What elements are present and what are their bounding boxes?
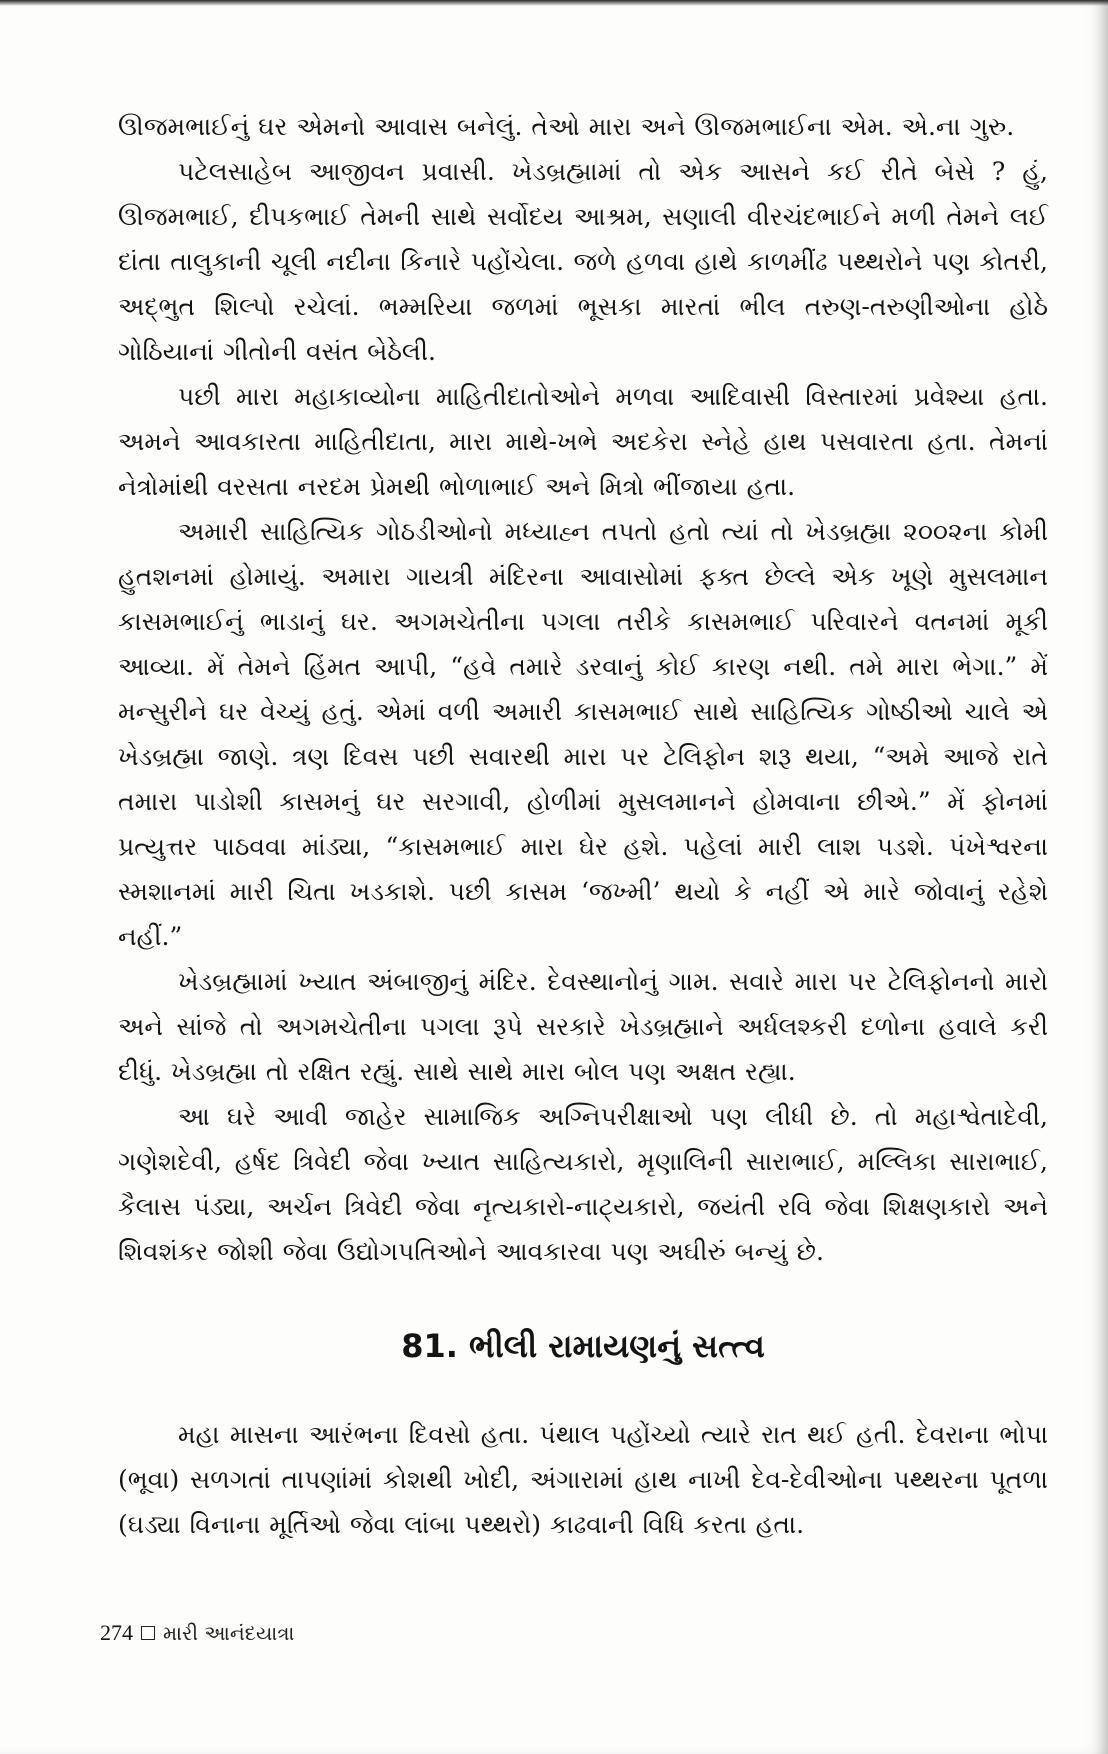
paragraph: પછી મારા મહાકાવ્યોના માહિતીદાતોઓને મળવા આદિવાસી વિસ્તારમાં પ્રવેશ્યા હતા. અમને આવકારતા માહિતીદાતા, મારા માથે-ખભે અદકેરા સ્નેહે હાથ પસવારતા હતા. તેમનાં નેત્રોમાંથી વરસતા નરદમ પ્રેમથી ભોળાભાઈ અને મિત્રો ભીંજાયા હતા.	[118, 382, 1048, 501]
paragraph: અમારી સાહિત્યિક ગોઠડીઓનો મધ્યાહ્ન તપતો હતો ત્યાં તો ખેડબ્રહ્મા ૨૦૦૨ના કોમી હુતશનમાં હોમાયું. અમારા ગાયત્રી મંદિરના આવાસોમાં ફક્ત છેલ્લે એક ખૂણે મુસલમાન કાસમભાઈનું ભાડાનું ઘર. અગમચેતીના પગલા તરીકે કાસમભાઈ પરિવારને વતનમાં મૂકી આવ્યા. મેં તેમને હિંમત આપી, “હવે તમારે ડરવાનું કોઈ કારણ નથી. તમે મારા ભેગા.” મેં મન્સુરીને ઘર વેચ્યું હતું. એમાં વળી અમારી કાસમભાઈ સાથે સાહિત્યિક ગોષ્ઠીઓ ચાલે એ ખેડબ્રહ્મા જાણે. ત્રણ દિવસ પછી સવારથી મારા પર ટેલિફોન શરૂ થયા, “અમે આજે રાતે તમારા પાડોશી કાસમનું ઘર સરગાવી, હોળીમાં મુસલમાનને હોમવાના છીએ.” મેં ફોનમાં પ્રત્યુત્તર પાઠવવા માંડ્યા, “કાસમભાઈ મારા ઘેર હશે. પહેલાં મારી લાશ પડશે. પંખેશ્વરના સ્મશાનમાં મારી ચિતા ખડકાશે. પછી કાસમ ‘જખ્મી’ થયો કે નહીં એ મારે જોવાનું રહેશે નહીં.”	[118, 517, 1048, 951]
page-content	[118, 104, 1048, 1547]
page-footer	[100, 1618, 294, 1648]
book-title: મારી આનંદયાત્રા	[163, 1621, 295, 1645]
page-top-edge	[0, 0, 1108, 6]
paragraph: ઊજમભાઈનું ઘર એમનો આવાસ બનેલું. તેઓ મારા અને ઊજમભાઈના એમ. એ.ના ગુરુ.	[118, 112, 1015, 141]
paragraph: ખેડબ્રહ્મામાં ખ્યાત અંબાજીનું મંદિર. દેવસ્થાનોનું ગામ. સવારે મારા પર ટેલિફોનનો મારો અને સાંજે તો અગમચેતીના પગલા રૂપે સરકારે ખેડબ્રહ્માને અર્ધલશ્કરી દળોના હવાલે કરી દીધું. ખેડબ્રહ્મા તો રક્ષિત રહ્યું. સાથે સાથે મારા બોલ પણ અક્ષત રહ્યા.	[118, 967, 1048, 1086]
paragraph: મહા માસના આરંભના દિવસો હતા. પંથાલ પહોંચ્યો ત્યારે રાત થઈ હતી. દેવરાના ભોપા (ભૂવા) સળગતાં તાપણાંમાં કોશથી ખોદી, અંગારામાં હાથ નાખી દેવ-દેવીઓના પથ્થરના પૂતળા (ઘડ્યા વિનાના મૂર્તિઓ જેવા લાંબા પથ્થરો) કાઢવાની વિધિ કરતા હતા.	[118, 1420, 1048, 1539]
box-icon	[141, 1626, 155, 1640]
chapter-heading: 81. ભીલી રામાયણનું સત્ત્વ	[401, 1327, 765, 1365]
paragraph: આ ઘરે આવી જાહેર સામાજિક અગ્નિપરીક્ષાઓ પણ લીધી છે. તો મહાશ્વેતાદેવી, ગણેશદેવી, હર્ષદ ત્રિવેદી જેવા ખ્યાત સાહિત્યકારો, મૃણાલિની સારાભાઈ, મલ્લિકા સારાભાઈ, કૈલાસ પંડ્યા, અર્ચન ત્રિવેદી જેવા નૃત્યકારો-નાટ્યકારો, જયંતી રવિ જેવા શિક્ષણકારો અને શિવશંકર જોશી જેવા ઉદ્યોગપતિઓને આવકારવા પણ અઘીરું બન્યું છે.	[118, 1102, 1048, 1266]
paragraph: પટેલસાહેબ આજીવન પ્રવાસી. ખેડબ્રહ્મામાં તો એક આસને કઈ રીતે બેસે ? હું, ઊજમભાઈ, દીપકભાઈ તેમની સાથે સર્વોદય આશ્રમ, સણાલી વીરચંદભાઈને મળી તેમને લઈ દાંતા તાલુકાની ચૂલી નદીના કિનારે પહોંચેલા. જળે હળવા હાથે કાળમીંઢ પથ્થરોને પણ કોતરી, અદ્ભુત શિલ્પો રચેલાં. ભમ્મરિયા જળમાં ભૂસકા મારતાં ભીલ તરુણ-તરુણીઓના હોઠે ગોઠિયાનાં ગીતોની વસંત બેઠેલી.	[118, 157, 1048, 366]
page-number: 274	[100, 1620, 133, 1645]
